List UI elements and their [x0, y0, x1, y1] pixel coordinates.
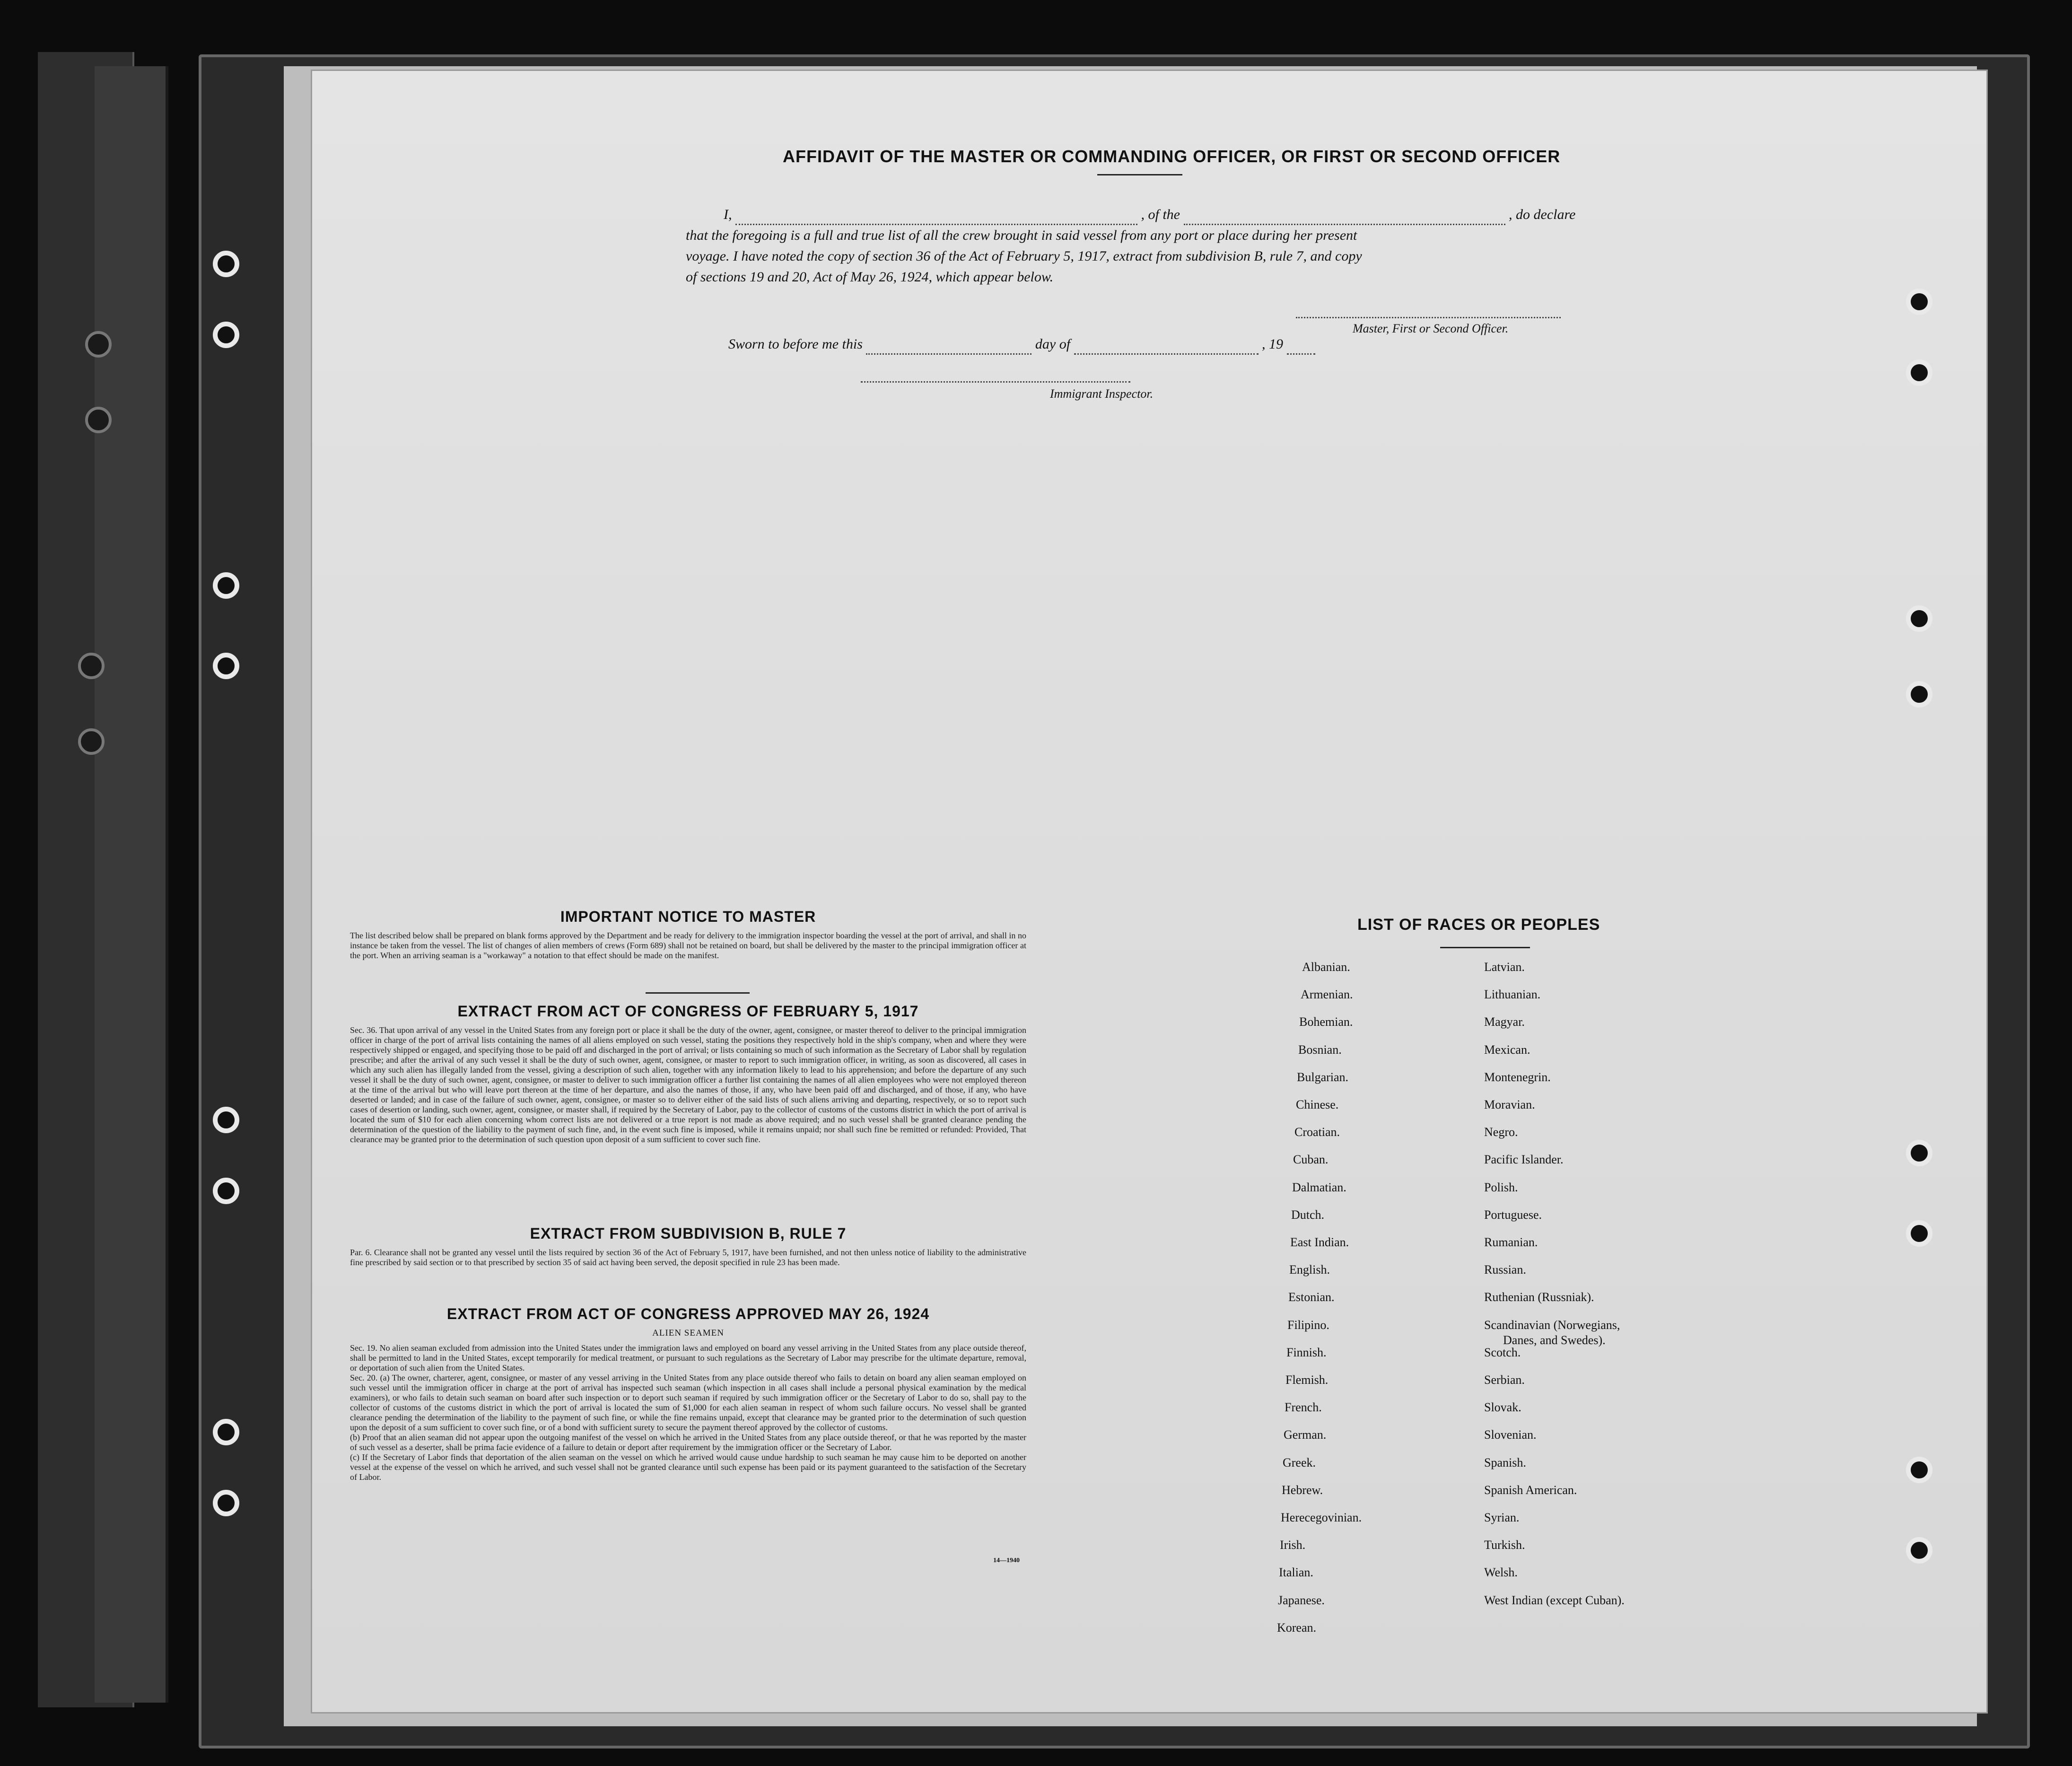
race-item: Greek.	[1283, 1456, 1316, 1469]
race-item: Spanish.	[1484, 1456, 1526, 1469]
race-item: Welsh.	[1484, 1565, 1518, 1579]
sworn-day-field[interactable]	[866, 340, 1032, 355]
race-item: Ruthenian (Russniak).	[1484, 1290, 1594, 1304]
punch-hole	[213, 251, 239, 277]
race-item: East Indian.	[1290, 1235, 1349, 1249]
sworn-year-field[interactable]	[1287, 340, 1315, 355]
form-number: 14—1940	[993, 1557, 1020, 1564]
race-item: Chinese.	[1296, 1098, 1339, 1111]
race-item: Dalmatian.	[1292, 1180, 1346, 1194]
section-20b: (b) Proof that an alien seaman did not appear upon the outgoing manifest of the vessel on which he arrived in the United States from any place outside thereof, or that he was reported by the master of such vessel as a deserter, shall be prima facie evidence of a failure to detain or deport after requirement by the immigration officer or the Secretary of Labor.	[350, 1433, 1026, 1452]
section-19: Sec. 19. No alien seaman excluded from admission into the United States under the immigration laws and employed on board any vessel arriving in the United States from any place outside thereof, shall be permitted to land in the United States, except temporarily for medical treatment, or pursuant to such regulations as the Secretary of Labor may prescribe for the ultimate departure, removal, or deportation of such alien from the United States.	[350, 1343, 1026, 1373]
section-divider	[646, 992, 750, 994]
extract-1924-sections	[350, 1343, 1026, 1482]
affidavit-line-1	[686, 204, 1915, 225]
punch-hole	[1906, 1457, 1932, 1483]
notice-title: IMPORTANT NOTICE TO MASTER	[560, 908, 816, 925]
punch-hole	[213, 572, 239, 599]
race-item: Armenian.	[1301, 988, 1353, 1001]
race-item: French.	[1285, 1400, 1322, 1414]
punch-hole	[213, 1419, 239, 1445]
race-item: Slovak.	[1484, 1400, 1521, 1414]
extract-1917-title: EXTRACT FROM ACT OF CONGRESS OF FEBRUARY 5, 1917	[457, 1003, 919, 1020]
vessel-name-field[interactable]	[1184, 210, 1505, 225]
race-item: Slovenian.	[1484, 1428, 1537, 1442]
inspector-signature-label: Immigrant Inspector.	[1050, 387, 1154, 401]
alien-seamen-subtitle: ALIEN SEAMEN	[652, 1328, 724, 1338]
races-title: LIST OF RACES OR PEOPLES	[1357, 916, 1600, 934]
race-item: West Indian (except Cuban).	[1484, 1593, 1625, 1607]
race-item: Filipino.	[1287, 1318, 1329, 1332]
punch-hole	[1906, 289, 1932, 315]
affidavit-declare: , do declare	[1509, 207, 1576, 222]
year-text: , 19	[1262, 336, 1284, 352]
extract-rule7-body: Par. 6. Clearance shall not be granted any vessel until the lists required by section 36 of the Act of February 5, 1917, have been furnished, and not then unless notice of liability to the administrative fine prescribed by said section or to that prescribed by section 35 of said act having been served, the deposit specified in rule 23 has been made.	[350, 1248, 1026, 1267]
race-item: English.	[1289, 1263, 1330, 1276]
sworn-line	[728, 334, 1315, 355]
race-item: Bosnian.	[1298, 1043, 1342, 1057]
punch-hole	[213, 653, 239, 679]
section-20a: Sec. 20. (a) The owner, charterer, agent, consignee, or master of any vessel arriving in the United States from any place outside thereof who fails to detain on board any alien seaman employed on such vessel until the immigration officer in charge at the port of arrival has inspected such seaman (which inspection in all cases shall include a personal physical examination by the medical examiners), or who fails to detain such seaman on board after such inspection or to deport such seaman if required by such immigration officer or the Secretary of Labor to do so, shall pay to the collector of customs of the customs district in which the port of arrival is located the sum of $1,000 for each alien seaman in respect of whom such failure occurs. No vessel shall be granted clearance pending the determination of the liability to the payment of such fine, or while the fine remains unpaid, except that clearance may be granted prior to the determination of such question upon the deposit of a sum sufficient to cover such fine, or of a bond with sufficient surety to secure the payment thereof approved by the collector of customs.	[350, 1373, 1026, 1432]
race-item: Bulgarian.	[1297, 1070, 1349, 1084]
sworn-month-field[interactable]	[1074, 340, 1259, 355]
binder-hole	[78, 728, 105, 755]
race-item: Syrian.	[1484, 1511, 1520, 1524]
race-item: Croatian.	[1294, 1125, 1340, 1139]
race-item: Hebrew.	[1282, 1483, 1323, 1497]
race-item: Cuban.	[1293, 1153, 1329, 1166]
race-item: Flemish.	[1285, 1373, 1329, 1387]
master-signature-field[interactable]	[1296, 317, 1561, 318]
master-name-field[interactable]	[735, 210, 1137, 225]
race-item: Italian.	[1279, 1565, 1313, 1579]
affidavit-title: AFFIDAVIT OF THE MASTER OR COMMANDING OFFICER, OR FIRST OR SECOND OFFICER	[783, 147, 1561, 166]
sworn-text: Sworn to before me this	[728, 336, 863, 352]
race-item: Russian.	[1484, 1263, 1526, 1276]
punch-hole	[213, 1107, 239, 1133]
race-item: Turkish.	[1484, 1538, 1525, 1552]
affidavit-of: , of the	[1141, 207, 1180, 222]
binder-hole	[85, 407, 112, 433]
race-item: Korean.	[1277, 1621, 1317, 1635]
race-item: Serbian.	[1484, 1373, 1525, 1387]
race-item: Herecegovinian.	[1281, 1511, 1362, 1524]
punch-hole	[1906, 1220, 1932, 1247]
race-item: Rumanian.	[1484, 1235, 1538, 1249]
race-item: Estonian.	[1288, 1290, 1335, 1304]
race-item: Japanese.	[1278, 1593, 1325, 1607]
race-item: Negro.	[1484, 1125, 1518, 1139]
binder-hole	[85, 331, 112, 358]
race-item: Finnish.	[1286, 1346, 1327, 1359]
race-item: Montenegrin.	[1484, 1070, 1551, 1084]
affidavit-line-4: of sections 19 and 20, Act of May 26, 1924, which appear below.	[686, 269, 1054, 285]
affidavit-line-3: voyage. I have noted the copy of section 36 of the Act of February 5, 1917, extract from subdivision B, rule 7, and copy	[686, 248, 1362, 264]
title-divider	[1097, 174, 1182, 175]
race-item: Mexican.	[1484, 1043, 1530, 1057]
binder-hole	[78, 653, 105, 679]
punch-hole	[1906, 359, 1932, 386]
section-20c: (c) If the Secretary of Labor finds that deportation of the alien seaman on the vessel on which he arrived would cause undue hardship to such seaman he may cause him to be deported on another vessel at the expense of the vessel on which he arrived, and such vessel shall not be granted clearance until such expense has been paid or its payment guaranteed to the satisfaction of the Secretary of Labor.	[350, 1452, 1026, 1482]
race-item: Albanian.	[1302, 960, 1350, 974]
punch-hole	[213, 1490, 239, 1516]
race-item: Lithuanian.	[1484, 988, 1541, 1001]
race-item: Spanish American.	[1484, 1483, 1577, 1497]
affidavit-line-2: that the foregoing is a full and true list of all the crew brought in said vessel from any port or place during her present	[686, 227, 1357, 243]
race-item: Scandinavian (Norwegians,	[1484, 1318, 1620, 1332]
punch-hole	[213, 1178, 239, 1204]
extract-1917-body: Sec. 36. That upon arrival of any vessel in the United States from any foreign port or place it shall be the duty of the owner, agent, consignee, or master thereof to deliver to the principal immigration officer in charge of the port of arrival lists containing the names of all aliens employed on such vessel, stating the positions they respectively hold in the ship's company, when and where they were respectively shipped or engaged, and specifying those to be paid off and discharged in the port of arrival; or lists containing so much of such information as the Secretary of Labor shall by regulation prescribe; and after the arrival of any such vessel it shall be the duty of such owner, agent, consignee, or master to report to such immigration officer, in writing, as soon as discovered, all cases in which any such alien has illegally landed from the vessel, giving a description of such alien, together with any information likely to lead to his apprehension; and before the departure of any such vessel it shall be the duty of such owner, agent, consignee, or master to deliver to such immigration officer a further list containing the names of all alien employees who were not employed thereon at the time of the arrival but who will leave port thereon at the time of her departure, and also the names of those, if any, who have been paid off and discharged, and of those, if any, who have deserted or landed; and in case of the failure of such owner, agent, consignee, or master so to deliver either of the said lists of such aliens arriving and departing, respectively, or so to report such cases of desertion or landing, such owner, agent, consignee, or master shall, if required by the Secretary of Labor, pay to the collector of customs of the customs district in which the port of arrival is located the sum of $10 for each alien concerning whom correct lists are not delivered or a true report is not made as above required; and no such vessel shall be granted clearance pending the determination of the question of the liability to the payment of such fine, and, in the event such fine is imposed, while it remains unpaid; nor shall such fine be remitted or refunded: Provided, That clearance may be granted prior to the determination of such question upon deposit of a sum sufficient to cover such fine.	[350, 1025, 1026, 1144]
punch-hole	[1906, 1140, 1932, 1166]
extract-rule7-title: EXTRACT FROM SUBDIVISION B, RULE 7	[530, 1225, 847, 1242]
race-item: Bohemian.	[1299, 1015, 1353, 1029]
inspector-signature-field[interactable]	[861, 381, 1130, 383]
race-item: Danes, and Swedes).	[1503, 1333, 1606, 1347]
affidavit-i: I,	[724, 207, 732, 222]
race-item: Dutch.	[1291, 1208, 1325, 1222]
form-page	[312, 71, 1986, 1712]
race-item: Pacific Islander.	[1484, 1153, 1564, 1166]
races-divider	[1440, 947, 1530, 948]
punch-hole	[1906, 605, 1932, 632]
punch-hole	[1906, 681, 1932, 708]
master-signature-label: Master, First or Second Officer.	[1353, 322, 1509, 335]
extract-1924-title: EXTRACT FROM ACT OF CONGRESS APPROVED MAY 26, 1924	[446, 1305, 930, 1322]
race-item: Scotch.	[1484, 1346, 1521, 1359]
race-item: Magyar.	[1484, 1015, 1525, 1029]
race-item: Latvian.	[1484, 960, 1525, 974]
race-item: Portuguese.	[1484, 1208, 1542, 1222]
race-item: German.	[1284, 1428, 1327, 1442]
day-of-text: day of	[1035, 336, 1071, 352]
affidavit-declaration	[686, 204, 1915, 288]
race-item: Polish.	[1484, 1180, 1518, 1194]
punch-hole	[1906, 1537, 1932, 1564]
race-item: Irish.	[1280, 1538, 1306, 1552]
punch-hole	[213, 322, 239, 348]
binder-edge-inner	[95, 66, 168, 1703]
notice-body: The list described below shall be prepared on blank forms approved by the Department and be ready for delivery to the immigration inspector boarding the vessel at the port of arrival, and shall in no instance be taken from the vessel. The list of changes of alien members of crews (Form 689) shall not be retained on board, but shall be delivered by the master to the principal immigration officer at the port. When an arriving seaman is a "workaway" a notation to that effect should be made on the manifest.	[350, 931, 1026, 960]
race-item: Moravian.	[1484, 1098, 1535, 1111]
